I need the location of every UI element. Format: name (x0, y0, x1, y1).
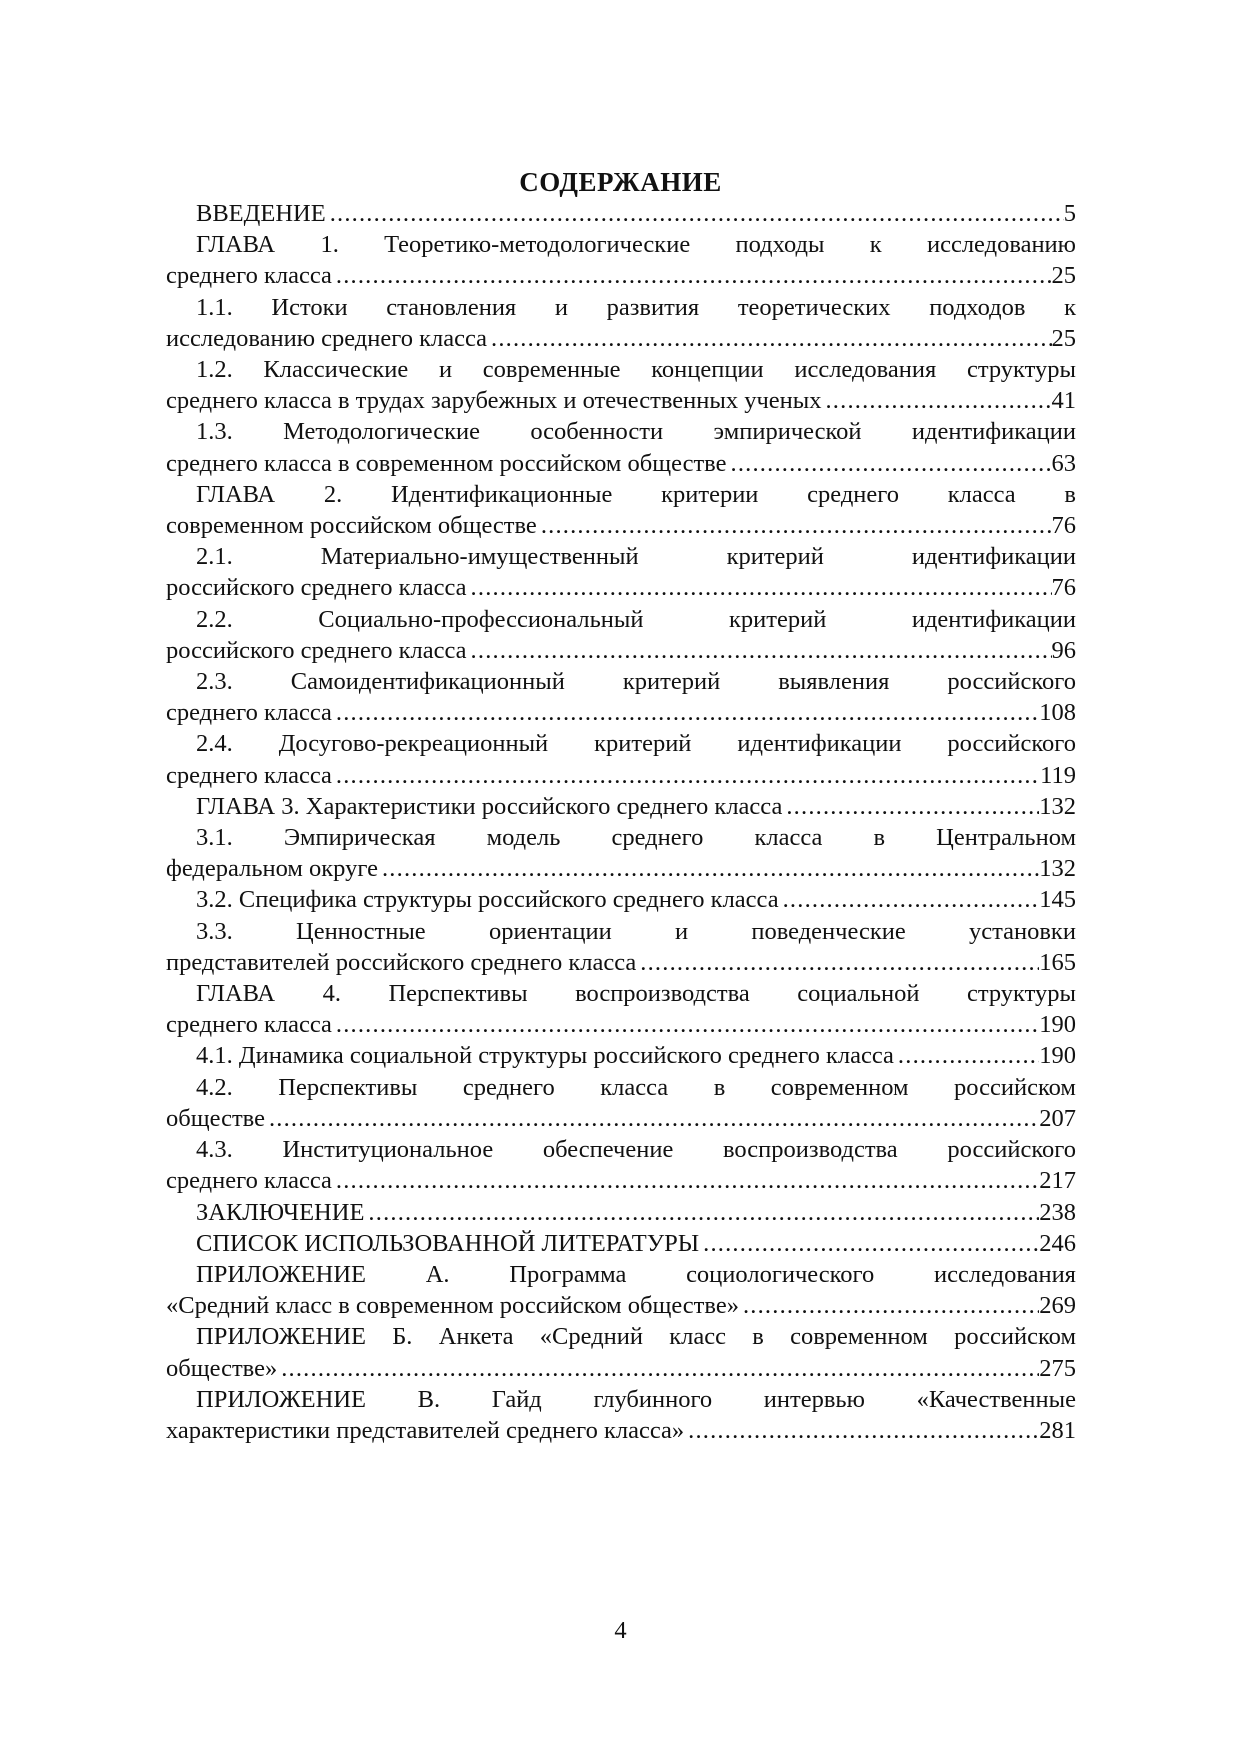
toc-entry[interactable] (166, 978, 1076, 1040)
toc-word: выявления (778, 668, 890, 696)
toc-word: российском (954, 1323, 1076, 1351)
toc-entry-first-line (166, 1134, 1076, 1165)
toc-page-number: 5 (1063, 200, 1076, 227)
toc-word: российского (947, 1136, 1076, 1164)
toc-word: и (675, 917, 689, 945)
toc-entry[interactable] (166, 479, 1076, 541)
toc-word: российском (954, 1073, 1076, 1101)
toc-entry-title: ГЛАВА 3. Характеристики российского среднего класса (196, 792, 783, 820)
toc-word: к (869, 231, 882, 259)
toc-entry-title: среднего класса (166, 699, 332, 727)
toc-word: воспроизводства (575, 980, 750, 1008)
toc-word: обеспечение (542, 1136, 674, 1164)
toc-page-number: 132 (1039, 855, 1076, 883)
toc-entry-first-line (166, 541, 1076, 572)
toc-entry-line (166, 1165, 1076, 1196)
toc-word: социологического (686, 1260, 875, 1288)
toc-word: Классические (263, 356, 409, 384)
toc-page-number: 190 (1039, 1011, 1076, 1039)
toc-entry[interactable] (166, 416, 1076, 478)
toc-word: современном (770, 1073, 909, 1101)
toc-word: Методологические (283, 418, 480, 446)
toc-entry-title: ВВЕДЕНИЕ (196, 200, 326, 227)
toc-entry-line (166, 1009, 1076, 1040)
toc-word: 4.3. (196, 1136, 233, 1164)
toc-word: 1.1. (196, 293, 233, 321)
toc-entry-first-line (166, 479, 1076, 510)
toc-word: 2.2. (196, 605, 233, 633)
toc-word: класса (600, 1073, 669, 1101)
toc-word: Идентификационные (390, 480, 613, 508)
toc-word: критерий (729, 605, 827, 633)
dot-leader (265, 1103, 1039, 1134)
toc-entry-title: среднего класса (166, 262, 332, 290)
toc-entry-title: среднего класса в трудах зарубежных и отечественных ученых (166, 387, 822, 415)
toc-word: Досугово-рекреационный (278, 730, 549, 758)
toc-entry-first-line (166, 978, 1076, 1009)
toc-entry[interactable] (166, 1072, 1076, 1134)
toc-entry[interactable] (166, 1197, 1076, 1228)
toc-word: 1.3. (196, 418, 233, 446)
toc-entry-title: 3.2. Специфика структуры российского среднего класса (196, 886, 779, 914)
toc-word: и (554, 293, 568, 321)
toc-entry[interactable] (166, 791, 1076, 822)
toc-word: идентификации (911, 543, 1076, 571)
dot-leader (487, 323, 1052, 354)
toc-entry[interactable] (166, 1259, 1076, 1321)
toc-word: критерий (622, 668, 721, 696)
toc-entry[interactable] (166, 1321, 1076, 1383)
toc-word: среднего (462, 1073, 555, 1101)
toc-word: концепции (651, 356, 764, 384)
toc-page-number: 41 (1051, 387, 1076, 415)
toc-word: в (713, 1073, 726, 1101)
toc-entry-line (166, 1228, 1076, 1259)
toc-word: Социально-профессиональный (318, 605, 644, 633)
toc-word: Ценностные (296, 917, 426, 945)
toc-word: в (752, 1323, 764, 1351)
toc-entry[interactable] (166, 541, 1076, 603)
toc-entry-title: среднего класса (166, 1011, 332, 1039)
toc-word: современные (482, 356, 621, 384)
toc-word: социальной (797, 980, 920, 1008)
dot-leader (779, 884, 1040, 915)
dot-leader (537, 510, 1052, 541)
toc-entry-first-line (166, 354, 1076, 385)
toc-word: 2.1. (196, 543, 233, 571)
toc-word: 3.1. (196, 824, 233, 852)
toc-word: установки (968, 917, 1076, 945)
toc-entry[interactable] (166, 822, 1076, 884)
toc-entry-line (166, 323, 1076, 354)
toc-entry-first-line (166, 1072, 1076, 1103)
toc-word: воспроизводства (723, 1136, 898, 1164)
toc-entry-first-line (166, 1384, 1076, 1415)
toc-entry[interactable] (166, 1134, 1076, 1196)
toc-word: класс (669, 1323, 727, 1351)
toc-entry-first-line (166, 416, 1076, 447)
toc-word: российского (947, 668, 1076, 696)
dot-leader (684, 1415, 1039, 1446)
toc-word: А. (425, 1260, 450, 1288)
dot-leader (326, 198, 1064, 229)
toc-entry-title: российского среднего класса (166, 574, 467, 602)
toc-word: Гайд (491, 1385, 542, 1413)
dot-leader (332, 1009, 1039, 1040)
dot-leader (821, 385, 1051, 416)
toc-word: Теоретико-методологические (384, 231, 691, 259)
toc-word: 4.2. (196, 1073, 233, 1101)
dot-leader (727, 448, 1052, 479)
toc-word: Эмпирическая (283, 824, 436, 852)
toc-word: 1.2. (196, 356, 233, 384)
toc-word: 3.3. (196, 917, 233, 945)
toc-word: идентификации (737, 730, 902, 758)
toc-entry-line (166, 385, 1076, 416)
toc-word: подходов (929, 293, 1026, 321)
toc-entry[interactable] (166, 198, 1076, 229)
toc-word: Анкета (438, 1323, 514, 1351)
toc-entry-title: среднего класса (166, 761, 332, 789)
toc-page-number: 25 (1051, 262, 1076, 290)
toc-entry-line (166, 1103, 1076, 1134)
toc-word: становления (386, 293, 517, 321)
toc-page-number: 76 (1051, 574, 1076, 602)
toc-entry-title: обществе» (166, 1354, 278, 1382)
toc-word: критерии (661, 480, 759, 508)
toc-page-number: 132 (1039, 792, 1076, 820)
toc-word: 2. (323, 480, 343, 508)
toc-word: идентификации (911, 605, 1076, 633)
dot-leader (894, 1040, 1039, 1071)
toc-entry-line (166, 635, 1076, 666)
toc-page-number: 246 (1039, 1229, 1076, 1257)
toc-entry-first-line (166, 1321, 1076, 1352)
dot-leader (467, 572, 1052, 603)
toc-entry-title: среднего класса в современном российском обществе (166, 449, 727, 477)
toc-entry-line (166, 1353, 1076, 1384)
toc-entry-title: СПИСОК ИСПОЛЬЗОВАННОЙ ЛИТЕРАТУРЫ (196, 1229, 700, 1257)
toc-page-number: 108 (1039, 699, 1076, 727)
toc-entry-line (166, 884, 1076, 915)
toc-word: исследования (933, 1260, 1076, 1288)
toc-word: 2.4. (196, 730, 233, 758)
page-number: 4 (614, 1617, 627, 1644)
toc-word: теоретических (737, 293, 891, 321)
toc-word: Перспективы (388, 980, 528, 1008)
toc-entry-first-line (166, 1259, 1076, 1290)
toc-page-number: 207 (1039, 1104, 1076, 1132)
dot-leader (739, 1290, 1039, 1321)
dot-leader (277, 1353, 1039, 1384)
toc-word: ПРИЛОЖЕНИЕ (196, 1385, 366, 1413)
toc-entry-title: «Средний класс в современном российском обществе» (166, 1292, 739, 1320)
toc-page-number: 238 (1039, 1198, 1076, 1226)
toc-word: Самоидентификационный (290, 668, 565, 696)
toc-word: 4. (322, 980, 341, 1008)
toc-entry-line (166, 1040, 1076, 1071)
toc-word: 2.3. (196, 668, 233, 696)
toc-entry-first-line (166, 229, 1076, 260)
toc-word: «Качественные (916, 1385, 1076, 1413)
toc-word: 1. (320, 231, 339, 259)
toc-entry-title: федеральном округе (166, 855, 378, 883)
toc-entry-title: ЗАКЛЮЧЕНИЕ (196, 1198, 365, 1226)
toc-page-number: 269 (1039, 1292, 1076, 1320)
toc-entry-title: современном российском обществе (166, 512, 537, 540)
toc-entry[interactable] (166, 292, 1076, 354)
toc-word: особенности (530, 418, 664, 446)
toc-word: «Средний (539, 1323, 643, 1351)
toc-word: в (1064, 480, 1076, 508)
toc-page-number: 76 (1051, 512, 1076, 540)
toc-page-number: 275 (1039, 1354, 1076, 1382)
toc-entry-line (166, 198, 1076, 229)
toc-page-number: 165 (1039, 948, 1076, 976)
toc-page-number: 281 (1039, 1416, 1076, 1444)
toc-word: идентификации (911, 418, 1076, 446)
toc-entry[interactable] (166, 1228, 1076, 1259)
dot-leader (699, 1228, 1039, 1259)
toc-entry-line (166, 572, 1076, 603)
toc-entry[interactable] (166, 884, 1076, 915)
toc-word: Перспективы (278, 1073, 418, 1101)
toc-entry[interactable] (166, 666, 1076, 728)
toc-entry-line (166, 448, 1076, 479)
toc-entry-first-line (166, 822, 1076, 853)
toc-entry-line (166, 697, 1076, 728)
toc-entry-title: 4.1. Динамика социальной структуры российского среднего класса (196, 1042, 894, 1070)
toc-page-number: 25 (1051, 324, 1076, 352)
dot-leader (332, 760, 1040, 791)
toc-word: класса (754, 824, 823, 852)
toc-entry[interactable] (166, 604, 1076, 666)
dot-leader (378, 853, 1039, 884)
toc-word: интервью (763, 1385, 865, 1413)
toc-word: и (438, 356, 453, 384)
toc-word: критерий (594, 730, 692, 758)
toc-entry-first-line (166, 666, 1076, 697)
toc-word: Материально-имущественный (320, 543, 639, 571)
toc-word: Истоки (271, 293, 348, 321)
toc-entry-line (166, 853, 1076, 884)
toc-entry[interactable] (166, 354, 1076, 416)
toc-entry-line (166, 1290, 1076, 1321)
toc-word: модель (486, 824, 561, 852)
table-of-contents (166, 198, 1076, 1446)
toc-word: ГЛАВА (196, 480, 276, 508)
dot-leader (332, 697, 1039, 728)
toc-entry-line (166, 947, 1076, 978)
toc-word: Программа (509, 1260, 627, 1288)
toc-entry[interactable] (166, 916, 1076, 978)
toc-word: исследованию (926, 231, 1076, 259)
toc-word: ПРИЛОЖЕНИЕ (196, 1323, 366, 1351)
toc-word: ПРИЛОЖЕНИЕ (196, 1260, 366, 1288)
dot-leader (782, 791, 1039, 822)
toc-word: поведенческие (751, 917, 906, 945)
toc-word: ориентации (488, 917, 612, 945)
toc-entry-line (166, 1415, 1076, 1446)
toc-entry-line (166, 791, 1076, 822)
toc-entry-title: среднего класса (166, 1167, 332, 1195)
toc-word: исследования (794, 356, 937, 384)
toc-entry-first-line (166, 728, 1076, 759)
toc-entry[interactable] (166, 1384, 1076, 1446)
toc-word: ГЛАВА (196, 231, 276, 259)
toc-word: структуры (967, 980, 1076, 1008)
toc-entry[interactable] (166, 229, 1076, 291)
dot-leader (364, 1197, 1039, 1228)
dot-leader (332, 260, 1052, 291)
toc-word: Центральном (936, 824, 1076, 852)
toc-word: среднего (807, 480, 899, 508)
toc-word: среднего (611, 824, 704, 852)
toc-word: глубинного (593, 1385, 713, 1413)
toc-word: критерий (726, 543, 824, 571)
toc-page-number: 190 (1039, 1042, 1076, 1070)
toc-word: подходы (735, 231, 825, 259)
toc-word: структуры (966, 356, 1076, 384)
toc-entry[interactable] (166, 728, 1076, 790)
toc-word: ГЛАВА (196, 980, 276, 1008)
toc-entry-line (166, 510, 1076, 541)
toc-word: Институциональное (282, 1136, 494, 1164)
toc-word: к (1064, 293, 1076, 321)
toc-word: Б. (392, 1323, 413, 1351)
toc-entry-title: исследованию среднего класса (166, 324, 487, 352)
toc-entry-first-line (166, 292, 1076, 323)
toc-page-number: 145 (1039, 886, 1076, 914)
toc-entry-title: характеристики представителей среднего класса» (166, 1416, 685, 1444)
page-title: СОДЕРЖАНИЕ (519, 167, 722, 197)
toc-entry-first-line (166, 604, 1076, 635)
toc-word: В. (417, 1385, 441, 1413)
dot-leader (467, 635, 1052, 666)
toc-word: развития (606, 293, 700, 321)
toc-entry-title: обществе (166, 1104, 265, 1132)
toc-entry-line (166, 260, 1076, 291)
toc-entry-title: российского среднего класса (166, 636, 467, 664)
toc-entry[interactable] (166, 1040, 1076, 1071)
toc-entry-first-line (166, 916, 1076, 947)
dot-leader (636, 947, 1039, 978)
toc-page-number: 119 (1040, 761, 1076, 789)
toc-word: эмпирической (713, 418, 862, 446)
toc-page-number: 217 (1039, 1167, 1076, 1195)
toc-entry-line (166, 760, 1076, 791)
toc-entry-title: представителей российского среднего класса (166, 948, 637, 976)
toc-word: в (873, 824, 886, 852)
toc-entry-line (166, 1197, 1076, 1228)
dot-leader (332, 1165, 1039, 1196)
toc-page-number: 96 (1051, 636, 1076, 664)
toc-word: современном (790, 1323, 928, 1351)
toc-word: класса (947, 480, 1016, 508)
toc-page-number: 63 (1051, 449, 1076, 477)
toc-word: российского (947, 730, 1076, 758)
